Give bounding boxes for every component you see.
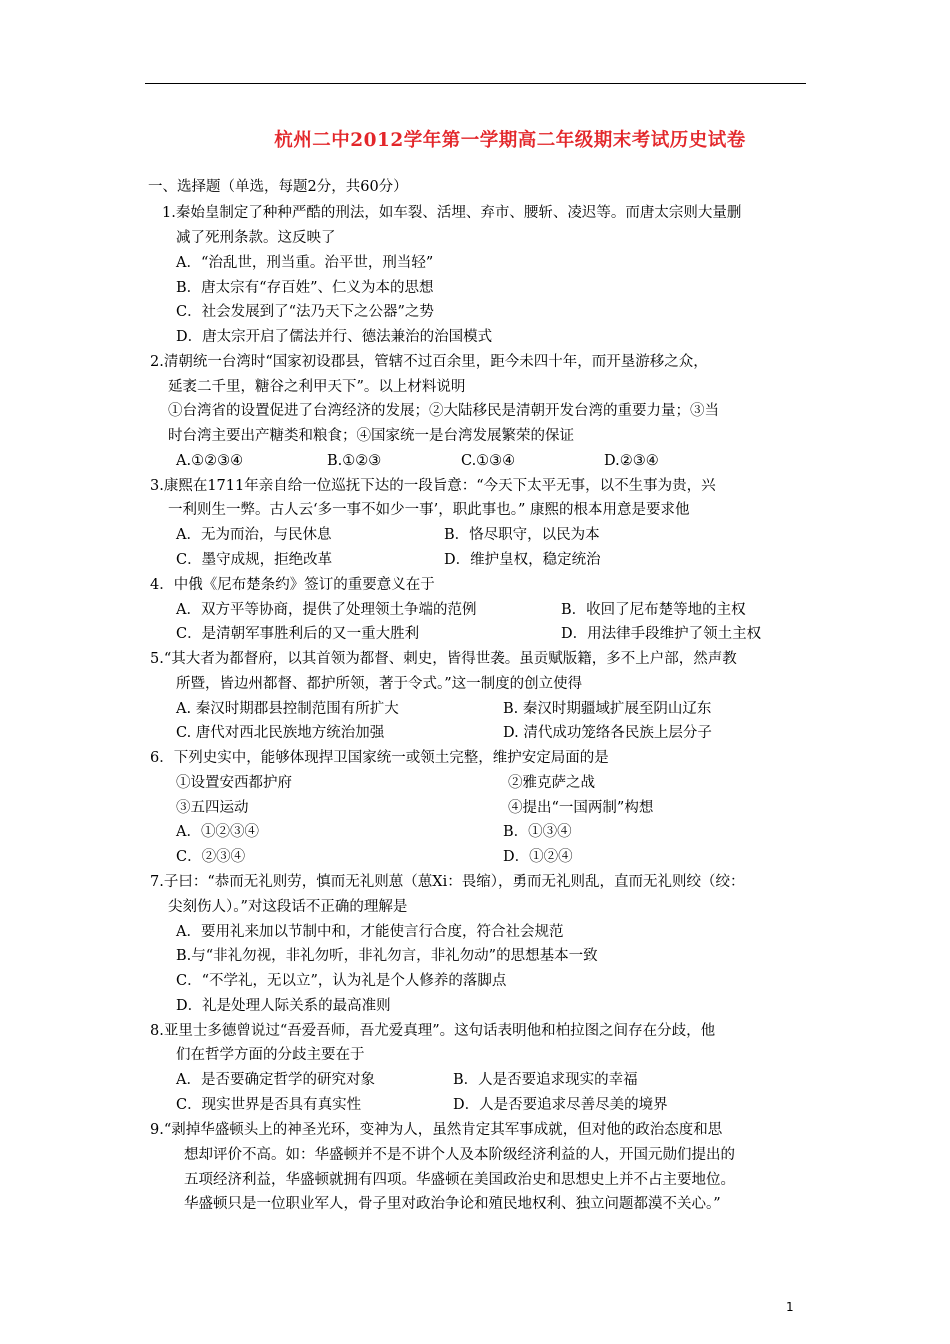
q4-option-b: B．收回了尼布楚等地的主权 [561, 602, 746, 618]
q6-item-3: ③五四运动 [176, 800, 249, 816]
q8-option-b: B．人是否要追求现实的幸福 [453, 1072, 638, 1088]
q6-option-b: B．①③④ [503, 824, 572, 840]
q7-stem-line1: 7.子曰：“恭而无礼则劳，慎而无礼则葸（葸Xi：畏缩），勇而无礼则乱，直而无礼则绞（绞： [150, 874, 745, 890]
q5-option-b: B. 秦汉时期疆域扩展至阴山辽东 [503, 701, 712, 717]
q6-stem-line1: 6．下列史实中，能够体现捍卫国家统一或领土完整，维护安定局面的是 [150, 750, 609, 766]
q1-option-b: B．唐太宗有“存百姓”、仁义为本的思想 [176, 280, 434, 296]
q6-option-a: A．①②③④ [176, 824, 259, 840]
page-number: 1 [786, 1300, 794, 1314]
page-title: 杭州二中2012学年第一学期高二年级期末考试历史试卷 [274, 130, 746, 151]
q6-option-c: C．②③④ [176, 849, 246, 865]
q5-stem-line2: 所暨，皆边州都督、都护所领，著于令式。”这一制度的创立使得 [176, 676, 583, 692]
q2-option-d: D.②③④ [604, 453, 659, 469]
q8-stem-line1: 8.亚里士多德曾说过“吾爱吾师，吾尤爱真理”。这句话表明他和柏拉图之间存在分歧，他 [150, 1023, 716, 1039]
q2-option-c: C.①③④ [461, 453, 516, 469]
q7-option-d: D．礼是处理人际关系的最高准则 [176, 998, 391, 1014]
q5-stem-line1: 5.“其大者为都督府，以其首领为都督、刺史，皆得世袭。虽贡赋版籍，多不上户部，然声教 [150, 651, 737, 667]
q5-option-d: D. 清代成功笼络各民族上层分子 [503, 725, 712, 741]
q1-option-d: D．唐太宗开启了儒法并行、德法兼治的治国模式 [176, 329, 493, 345]
q1-stem-line2: 减了死刑条款。这反映了 [176, 230, 336, 246]
q1-option-a: A．“治乱世，刑当重。治平世，刑当轻” [176, 255, 434, 271]
q3-stem-line1: 3.康熙在1711年亲自给一位巡抚下达的一段旨意：“今天下太平无事，以不生事为贵，兴 [150, 478, 716, 494]
q2-stem-line2: 延袤二千里，糖谷之利甲天下”。以上材料说明 [168, 379, 466, 395]
q8-option-a: A．是否要确定哲学的研究对象 [176, 1072, 375, 1088]
q7-option-b: B.与“非礼勿视，非礼勿听，非礼勿言，非礼勿动”的思想基本一致 [176, 948, 598, 964]
q7-option-a: A．要用礼来加以节制中和，才能使言行合度，符合社会规范 [176, 924, 564, 940]
q8-option-d: D．人是否要追求尽善尽美的境界 [453, 1097, 668, 1113]
q3-stem-line2: 一利则生一弊。古人云‘多一事不如少一事’，职此事也。” 康熙的根本用意是要求他 [168, 502, 690, 518]
q5-option-a: A. 秦汉时期郡县控制范围有所扩大 [176, 701, 399, 717]
q9-stem-line2: 想却评价不高。如：华盛顿并不是不讲个人及本阶级经济利益的人，开国元勋们提出的 [184, 1147, 735, 1163]
q3-option-b: B．恪尽职守，以民为本 [444, 527, 600, 543]
q2-option-a: A.①②③④ [176, 453, 244, 469]
q8-stem-line2: 们在哲学方面的分歧主要在于 [176, 1047, 365, 1063]
q7-option-c: C．“不学礼，无以立”，认为礼是个人修养的落脚点 [176, 973, 507, 989]
q5-option-c: C. 唐代对西北民族地方统治加强 [176, 725, 385, 741]
q9-stem-line4: 华盛顿只是一位职业军人，骨子里对政治争论和殖民地权利、独立问题都漠不关心。” [184, 1196, 721, 1212]
q4-option-a: A．双方平等协商，提供了处理领土争端的范例 [176, 602, 477, 618]
q3-option-d: D．维护皇权，稳定统治 [444, 552, 601, 568]
q1-option-c: C．社会发展到了“法乃天下之公器”之势 [176, 304, 434, 320]
q2-items-line1: ①台湾省的设置促进了台湾经济的发展；②大陆移民是清朝开发台湾的重要力量；③当 [168, 403, 719, 419]
q6-item-1: ①设置安西都护府 [176, 775, 292, 791]
q1-stem-line1: 1.秦始皇制定了种种严酷的刑法，如车裂、活埋、弃市、腰斩、凌迟等。而唐太宗则大量删 [162, 205, 742, 221]
q6-item-2: ②雅克萨之战 [508, 775, 595, 791]
header-rule [145, 83, 806, 84]
q4-option-c: C．是清朝军事胜利后的又一重大胜利 [176, 626, 420, 642]
q6-item-4: ④提出“一国两制”构想 [508, 800, 654, 816]
q2-items-line2: 时台湾主要出产糖类和粮食；④国家统一是台湾发展繁荣的保证 [168, 428, 574, 444]
q3-option-a: A．无为而治，与民休息 [176, 527, 332, 543]
q2-option-b: B.①②③ [327, 453, 382, 469]
q6-option-d: D．①②④ [503, 849, 573, 865]
q8-option-c: C．现实世界是否具有真实性 [176, 1097, 362, 1113]
q4-stem-line1: 4．中俄《尼布楚条约》签订的重要意义在于 [150, 577, 435, 593]
q3-option-c: C．墨守成规，拒绝改革 [176, 552, 333, 568]
q9-stem-line1: 9.“剥掉华盛顿头上的神圣光环，变神为人，虽然肯定其军事成就，但对他的政治态度和思 [150, 1122, 723, 1138]
q7-stem-line2: 尖刻伤人）。”对这段话不正确的理解是 [168, 899, 408, 915]
q2-stem-line1: 2.清朝统一台湾时“国家初设郡县，管辖不过百余里，距今未四十年，而开垦游移之众， [150, 354, 708, 370]
q4-option-d: D．用法律手段维护了领土主权 [561, 626, 762, 642]
q9-stem-line3: 五项经济利益，华盛顿就拥有四项。华盛顿在美国政治史和思想史上并不占主要地位。 [184, 1172, 735, 1188]
section-heading: 一、选择题（单选，每题2分，共60分） [148, 179, 408, 195]
